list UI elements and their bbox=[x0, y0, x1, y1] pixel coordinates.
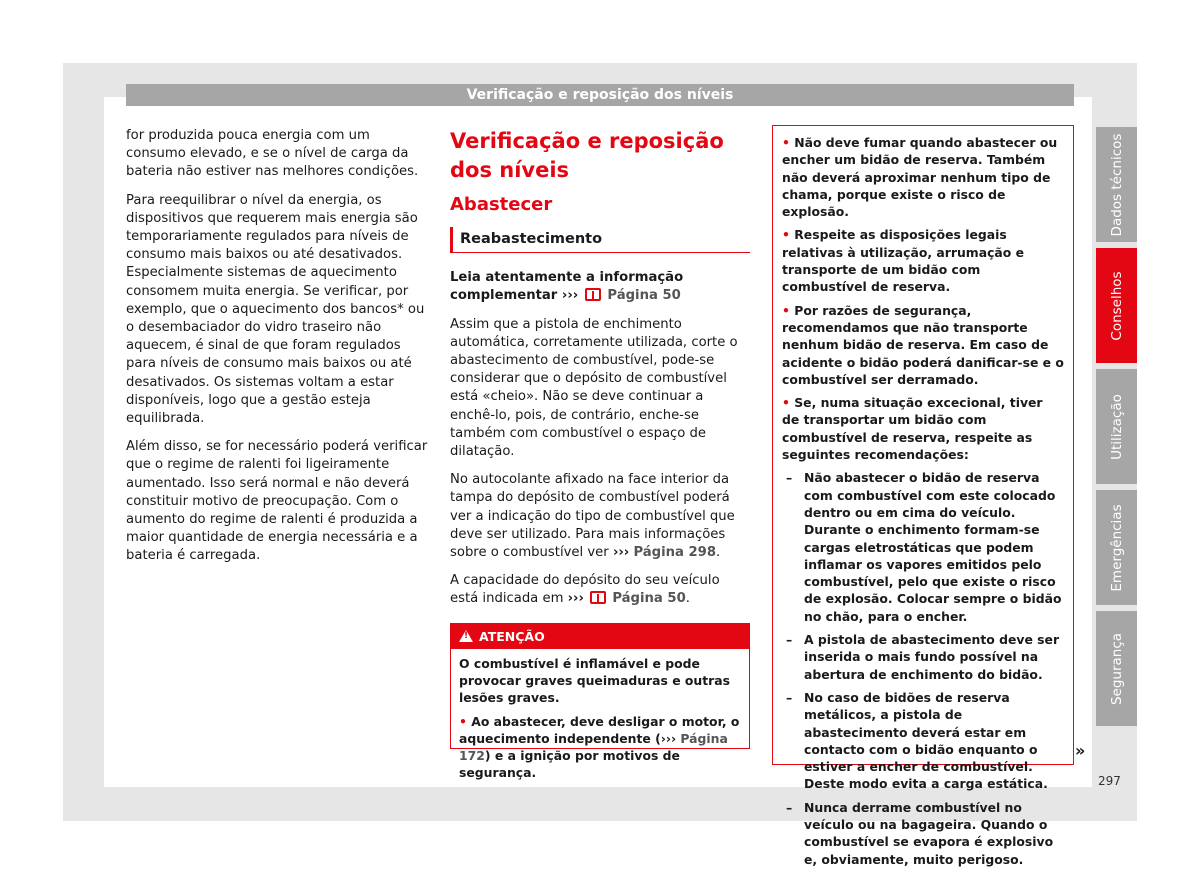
tab-label: Utilização bbox=[1108, 393, 1125, 460]
dash-item: – No caso de bidões de reserva metálicos, a pistola de abastecimento deverá estar em contacto com o bidão enquanto o estiver a encher de combustível. Deste modo evita a carga estática. bbox=[782, 689, 1064, 793]
paragraph: Assim que a pistola de enchimento automática, corretamente utilizada, corte o abastecimento de combustível, pode-se considerar que o depósito de combustível está «cheio». Não se deve continuar a enchê-lo, pois, de contrário, enche-se também com combustível o espaço de dilatação. bbox=[450, 316, 738, 460]
tab-dados-tecnicos[interactable] bbox=[1096, 127, 1137, 242]
dash-text: Não abastecer o bidão de reserva com combustível com este colocado dentro ou em cima do veículo. Durante o enchimento formam-se cargas eletrostáticas que podem inflamar os vapores emitidos pelo combustível, pelo que existe o risco de explosão. Colocar sempre o bidão no chão, para o encher. bbox=[804, 470, 1062, 624]
subsection-title: Reabastecimento bbox=[450, 227, 750, 253]
bullet-icon: • bbox=[782, 135, 790, 150]
dash-text: No caso de bidões de reserva metálicos, a pistola de abastecimento deverá estar em contacto com o bidão enquanto o estiver a encher de combustível. Deste modo evita a carga estática. bbox=[804, 689, 1048, 792]
warning-text: Ao abastecer, deve desligar o motor, o aquecimento independente ( bbox=[459, 713, 740, 746]
bullet-icon: • bbox=[459, 713, 467, 729]
tab-label: Dados técnicos bbox=[1108, 133, 1125, 236]
warning-continuation-box bbox=[772, 125, 1074, 867]
page-title: Verificação e reposição dos níveis bbox=[450, 129, 724, 182]
bullet-icon: • bbox=[782, 227, 790, 243]
bullet-icon: • bbox=[782, 395, 790, 411]
tab-label: Conselhos bbox=[1108, 270, 1125, 341]
continue-icon: » bbox=[1075, 741, 1086, 760]
paragraph: Além disso, se for necessário poderá verificar que o regime de ralenti foi ligeiramente aumentado. Isso será normal e não deverá constituir motivo de preocupação. Com o aumento do regime de ralenti é produzida a maior quantidade de energia necessária e a bateria é carregada. bbox=[126, 439, 428, 564]
paragraph: for produzida pouca energia com um consumo elevado, e se o nível de carga da bateria não estiver nas melhores condições. bbox=[126, 128, 419, 180]
warning-header bbox=[451, 624, 749, 649]
paragraph-text: No autocolante afixado na face interior da tampa do depósito de combustível poderá ver a indicação do tipo de combustível que deve ser utilizado. Para mais informações sobre o combustível ver bbox=[450, 472, 735, 561]
bullet-item bbox=[782, 394, 1064, 463]
warning-text: ) e a ignição por motivos de segurança. bbox=[459, 748, 680, 781]
section-title: Abastecer bbox=[450, 194, 553, 215]
warning-text: O combustível é inflamável e pode provocar graves queimaduras e outras lesões graves. bbox=[459, 656, 731, 706]
column-left bbox=[126, 127, 428, 576]
bullet-text: Respeite as disposições legais relativas à utilização, arrumação e transporte de um bidão com combustível de reserva. bbox=[782, 227, 1025, 295]
bullet-text: Por razões de segurança, recomendamos que não transporte nenhum bidão de reserva. Em caso de acidente o bidão poderá danificar-se e o combustível ser derramado. bbox=[782, 302, 1064, 387]
intro-note bbox=[450, 269, 750, 305]
dash-item: – A pistola de abastecimento deve ser inserida o mais fundo possível na abertura de enchimento do bidão. bbox=[782, 631, 1064, 683]
tab-emergencias[interactable] bbox=[1096, 490, 1137, 605]
column-middle bbox=[450, 127, 750, 619]
bullet-text: Se, numa situação excecional, tiver de transportar um bidão com combustível de reserva, respeite as seguintes recomendações: bbox=[782, 395, 1043, 463]
link-page-298[interactable]: Página 298 bbox=[633, 545, 717, 561]
page-number: 297 bbox=[1098, 774, 1121, 788]
bullet-icon: • bbox=[782, 302, 790, 318]
ref-arrows: ››› bbox=[567, 591, 584, 607]
paragraph: A capacidade do depósito do seu veículo está indicada em ››› Página 50. bbox=[450, 573, 720, 607]
bullet-item bbox=[782, 302, 1064, 388]
warning-label: ATENÇÃO bbox=[479, 629, 545, 644]
dash-item: – Não abastecer o bidão de reserva com combustível com este colocado dentro ou em cima do veículo. Durante o enchimento formam-se cargas eletrostáticas que podem inflamar os vapores emitidos pelo combustível, pelo que existe o risco de explosão. Colocar sempre o bidão no chão, para o encher. bbox=[782, 469, 1064, 625]
ref-arrows: ››› bbox=[561, 288, 579, 304]
section-header: Verificação e reposição dos níveis bbox=[126, 84, 1074, 106]
warning-triangle-icon: ! bbox=[459, 630, 473, 642]
book-icon bbox=[585, 288, 601, 301]
link-page-50[interactable]: Página 50 bbox=[607, 288, 681, 304]
paragraph: No autocolante afixado na face interior da tampa do depósito de combustível poderá ver a indicação do tipo de combustível que deve ser utilizado. Para mais informações sobre o combustível ver ››› Página 298. bbox=[450, 472, 735, 561]
paragraph-text: A capacidade do depósito do seu veículo está indicada em bbox=[450, 573, 720, 607]
dash-item: – Nunca derrame combustível no veículo ou na bagageira. Quando o combustível se evapora é explosivo e, obviamente, muito perigoso. bbox=[782, 799, 1064, 868]
ref-arrows: ››› bbox=[660, 730, 677, 746]
tab-label: Emergências bbox=[1108, 503, 1125, 592]
dash-text: A pistola de abastecimento deve ser inserida o mais fundo possível na abertura de enchimento do bidão. bbox=[804, 632, 1060, 682]
link-page-50[interactable]: Página 50 bbox=[612, 591, 686, 607]
bullet-item bbox=[782, 226, 1064, 295]
bullet-item bbox=[782, 134, 1064, 220]
dash-text: Nunca derrame combustível no veículo ou na bagageira. Quando o combustível se evapora é explosivo e, obviamente, muito perigoso. bbox=[804, 799, 1054, 867]
warning-box bbox=[450, 623, 750, 781]
paragraph: Para reequilibrar o nível da energia, os dispositivos que requerem mais energia são temporariamente regulados para níveis de consumo mais baixos ou até desativados. Especialmente sistemas de aquecimento consomem muita energia. Se verificar, por exemplo, que o aquecimento dos bancos* ou o desembaciador do vidro traseiro não aquecem, é sinal de que foram regulados para níveis de consumo mais baixos ou até desativados. Os sistemas voltam a estar disponíveis, logo que a gestão esteja equilibrada. bbox=[126, 192, 425, 427]
ref-arrows: ››› bbox=[612, 545, 630, 561]
warning-bullet bbox=[459, 713, 741, 782]
link-page-172[interactable]: Página 172 bbox=[459, 730, 728, 764]
book-icon bbox=[590, 591, 606, 604]
tab-conselhos[interactable] bbox=[1096, 248, 1137, 363]
tab-seguranca[interactable] bbox=[1096, 611, 1137, 726]
tab-utilizacao[interactable] bbox=[1096, 369, 1137, 484]
bullet-text: Não deve fumar quando abastecer ou encher um bidão de reserva. Também não deverá aproximar nenhum tipo de chama, porque existe o risco de explosão. bbox=[782, 135, 1058, 220]
intro-text: Leia atentamente a informação complementar bbox=[450, 270, 684, 304]
warning-body bbox=[451, 649, 749, 781]
tab-label: Segurança bbox=[1108, 632, 1125, 705]
